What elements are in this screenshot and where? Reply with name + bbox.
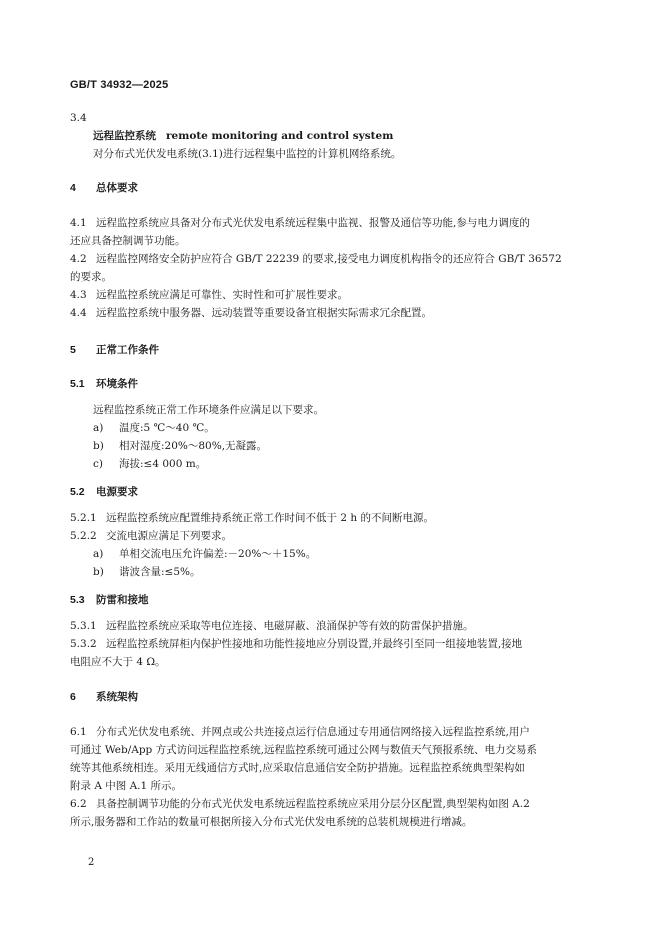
clause-text: 远程监控系统中服务器、远动装置等重要设备宜根据实际需求冗余配置。 xyxy=(96,307,432,319)
subsection-title: 环境条件 xyxy=(96,378,138,390)
list-text: 温度:5 ℃～40 ℃。 xyxy=(119,422,215,434)
list-marker: a) xyxy=(93,422,104,434)
clause-5-2-1 xyxy=(70,511,434,525)
clause-number: 5.3.2 xyxy=(70,638,97,650)
clause-text: 分布式光伏发电系统、并网点或公共连接点运行信息通过专用通信网络接入远程监控系统,用户 xyxy=(96,726,530,738)
clause-4-2-cont: 的要求。 xyxy=(70,271,112,283)
clause-text: 远程监控系统屏柜内保护性接地和功能性接地应分别设置,并最终引至同一组接地装置,接地 xyxy=(106,638,523,650)
section-heading-4 xyxy=(70,181,138,195)
clause-number: 4.4 xyxy=(70,307,87,319)
section-title: 总体要求 xyxy=(96,182,138,194)
subsection-heading-5-2 xyxy=(70,485,138,499)
list-item xyxy=(93,421,215,435)
clause-number: 6.1 xyxy=(70,726,87,738)
list-marker: b) xyxy=(93,440,104,452)
clause-text: 远程监控网络安全防护应符合 GB/T 22239 的要求,接受电力调度机构指令的还应符合 GB/T 36572 xyxy=(96,253,562,265)
list-text: 谐波含量:≤5%。 xyxy=(119,566,201,578)
clause-number-3-4: 3.4 xyxy=(70,112,87,124)
list-item xyxy=(93,547,316,561)
section-number: 6 xyxy=(70,691,76,703)
subsection-title: 电源要求 xyxy=(96,486,138,498)
list-text: 相对湿度:20%～80%,无凝露。 xyxy=(119,440,268,452)
section-number: 4 xyxy=(70,182,76,194)
clause-5-3-2-cont: 电阻应不大于 4 Ω。 xyxy=(70,656,166,668)
list-text: 海拔:≤4 000 m。 xyxy=(119,458,207,470)
term-definition: 对分布式光伏发电系统(3.1)进行远程集中监控的计算机网络系统。 xyxy=(93,148,402,160)
section-title: 正常工作条件 xyxy=(96,344,159,356)
clause-6-2 xyxy=(70,797,530,811)
section-title: 系统架构 xyxy=(96,691,138,703)
section-number: 5 xyxy=(70,344,76,356)
section-heading-6 xyxy=(70,690,138,704)
subsection-number: 5.2 xyxy=(70,486,85,498)
clause-4-1-cont: 还应具备控制调节功能。 xyxy=(70,235,186,247)
clause-number: 4.3 xyxy=(70,289,87,301)
clause-text: 具备控制调节功能的分布式光伏发电系统远程监控系统应采用分层分区配置,典型架构如图 A.2 xyxy=(96,798,530,810)
clause-5-3-1 xyxy=(70,619,474,633)
clause-number: 4.2 xyxy=(70,253,87,265)
clause-6-1-cont: 可通过 Web/App 方式访问远程监控系统,远程监控系统可通过公网与数值天气预报系统、电力交易系 xyxy=(70,744,537,756)
clause-text: 交流电源应满足下列要求。 xyxy=(106,530,232,542)
list-item xyxy=(93,565,201,579)
clause-6-1 xyxy=(70,725,530,739)
list-text: 单相交流电压允许偏差:－20%～＋15%。 xyxy=(119,548,317,560)
environment-intro: 远程监控系统正常工作环境条件应满足以下要求。 xyxy=(93,404,324,416)
term-english: remote monitoring and control system xyxy=(166,130,394,142)
term-chinese: 远程监控系统 xyxy=(93,130,156,142)
subsection-heading-5-1 xyxy=(70,377,138,391)
standard-number: GB/T 34932—2025 xyxy=(70,79,169,91)
list-marker: a) xyxy=(93,548,104,560)
clause-text: 远程监控系统应满足可靠性、实时性和可扩展性要求。 xyxy=(96,289,348,301)
subsection-number: 5.1 xyxy=(70,378,85,390)
list-marker: c) xyxy=(93,458,103,470)
clause-4-2 xyxy=(70,252,562,266)
clause-6-1-cont: 附录 A 中图 A.1 所示。 xyxy=(70,780,183,792)
clause-6-2-cont: 所示,服务器和工作站的数量可根据所接入分布式光伏发电系统的总装机规模进行增减。 xyxy=(70,816,473,828)
clause-4-4 xyxy=(70,306,432,320)
list-item xyxy=(93,439,267,453)
term-entry xyxy=(93,129,393,143)
subsection-heading-5-3 xyxy=(70,593,149,607)
subsection-title: 防雷和接地 xyxy=(96,594,149,606)
clause-4-1 xyxy=(70,216,530,230)
clause-text: 远程监控系统应具备对分布式光伏发电系统远程集中监视、报警及通信等功能,参与电力调度的 xyxy=(96,217,530,229)
section-heading-5 xyxy=(70,343,159,357)
clause-5-2-2 xyxy=(70,529,232,543)
clause-number: 6.2 xyxy=(70,798,87,810)
subsection-number: 5.3 xyxy=(70,594,85,606)
clause-4-3 xyxy=(70,288,348,302)
clause-text: 远程监控系统应配置维持系统正常工作时间不低于 2 h 的不间断电源。 xyxy=(106,512,434,524)
clause-5-3-2 xyxy=(70,637,522,651)
list-marker: b) xyxy=(93,566,104,578)
list-item xyxy=(93,457,206,471)
page-number: 2 xyxy=(88,857,95,868)
clause-6-1-cont: 统等其他系统相连。采用无线通信方式时,应采取信息通信安全防护措施。远程监控系统典型架构如 xyxy=(70,762,525,774)
clause-number: 4.1 xyxy=(70,217,87,229)
clause-number: 5.2.1 xyxy=(70,512,97,524)
clause-text: 远程监控系统应采取等电位连接、电磁屏蔽、浪涌保护等有效的防雷保护措施。 xyxy=(106,620,474,632)
clause-number: 5.3.1 xyxy=(70,620,97,632)
clause-number: 5.2.2 xyxy=(70,530,97,542)
